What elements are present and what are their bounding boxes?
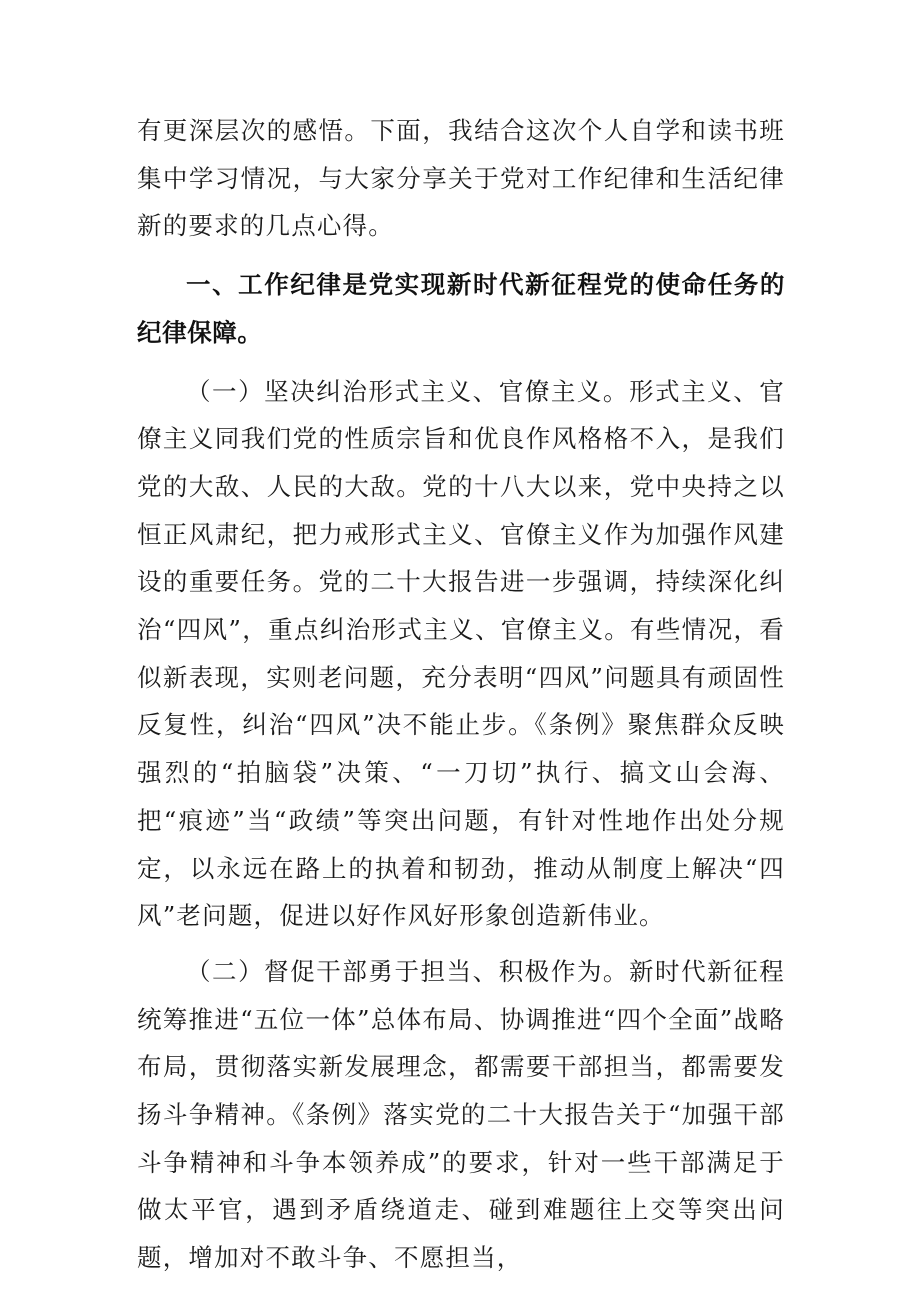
document-body bbox=[137, 107, 785, 1282]
paragraph-subsection-1: （一）坚决纠治形式主义、官僚主义。形式主义、官僚主义同我们党的性质宗旨和优良作风格格不入，是我们党的大敌、人民的大敌。党的十八大以来，党中央持之以恒正风肃纪，把力戒形式主义、官僚主义作为加强作风建设的重要任务。党的二十大报告进一步强调，持续深化纠治“四风”，重点纠治形式主义、官僚主义。有些情况，看似新表现，实则老问题，充分表明“四风”问题具有顽固性反复性，纠治“四风”决不能止步。《条例》聚焦群众反映强烈的“拍脑袋”决策、“一刀切”执行、搞文山会海、把“痕迹”当“政绩”等突出问题，有针对性地作出处分规定，以永远在路上的执着和韧劲，推动从制度上解决“四风”老问题，促进以好作风好形象创造新伟业。 bbox=[137, 376, 785, 931]
paragraph-subsection-2: （二）督促干部勇于担当、积极作为。新时代新征程统筹推进“五位一体”总体布局、协调推进“四个全面”战略布局，贯彻落实新发展理念，都需要干部担当，都需要发扬斗争精神。《条例》落实党的二十大报告关于“加强干部斗争精神和斗争本领养成”的要求，针对一些干部满足于做太平官，遇到矛盾绕道走、碰到难题往上交等突出问题，增加对不敢斗争、不愿担当， bbox=[137, 956, 785, 1273]
paragraph-gap bbox=[137, 940, 785, 948]
paragraph-intro-continuation: 有更深层次的感悟。下面，我结合这次个人自学和读书班集中学习情况，与大家分享关于党对工作纪律和生活纪律新的要求的几点心得。 bbox=[137, 116, 785, 241]
section-heading-1: 一、工作纪律是党实现新时代新征程党的使命任务的纪律保障。 bbox=[137, 270, 785, 347]
